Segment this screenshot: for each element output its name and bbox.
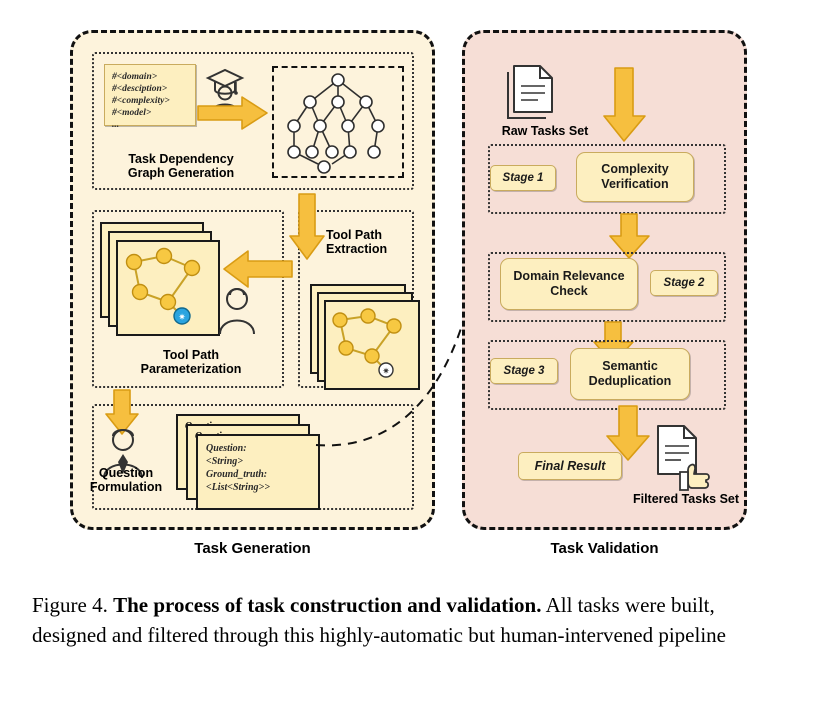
raw-tasks-document-icon bbox=[500, 62, 562, 124]
code-line-ellipsis: ... bbox=[112, 120, 120, 130]
arrow-right-generate-graph bbox=[196, 95, 270, 131]
human-reviewer-icon bbox=[214, 282, 260, 336]
question-card-line-string: <String> bbox=[206, 456, 243, 467]
stage-box-complexity-verification: Complexity Verification bbox=[576, 152, 694, 202]
stage-tag-3: Stage 3 bbox=[490, 358, 558, 384]
final-result-tag: Final Result bbox=[518, 452, 622, 480]
caption-figure-number: Figure 4. bbox=[32, 593, 108, 617]
question-card-line-list: <List<String>> bbox=[206, 482, 270, 493]
label-tool-path-extraction: Tool Path Extraction bbox=[326, 228, 388, 256]
label-task-dependency-graph-generation: Task Dependency Graph Generation bbox=[127, 152, 235, 180]
panel-title-task-validation: Task Validation bbox=[550, 540, 659, 557]
stage-tag-2: Stage 2 bbox=[650, 270, 718, 296]
stage-box-semantic-deduplication: Semantic Deduplication bbox=[570, 348, 690, 400]
panel-title-task-generation: Task Generation bbox=[194, 540, 311, 557]
code-line-description: #<desciption> bbox=[112, 84, 168, 94]
caption-figure-body: All tasks were built, designed and filtered through this highly-automatic but human-intervened pipeline bbox=[32, 593, 726, 647]
filtered-tasks-icon bbox=[648, 422, 720, 492]
svg-text:✷: ✷ bbox=[178, 312, 186, 322]
code-line-complexity: #<complexity> bbox=[112, 96, 170, 106]
arrow-down-to-stage-1 bbox=[602, 66, 648, 144]
caption-figure-title: The process of task construction and validation. bbox=[113, 593, 542, 617]
svg-text:✷: ✷ bbox=[382, 366, 390, 376]
code-line-model: #<model> bbox=[112, 108, 152, 118]
figure-caption bbox=[32, 590, 794, 650]
code-line-domain: #<domain> bbox=[112, 72, 158, 82]
code-card-task-spec bbox=[104, 64, 196, 130]
question-card-line-ground-truth: Ground_truth: bbox=[206, 469, 268, 480]
tool-path-graph-parameterized bbox=[116, 240, 216, 332]
label-tool-path-parameterization: Tool Path Parameterization bbox=[140, 348, 242, 376]
label-filtered-tasks-set: Filtered Tasks Set bbox=[632, 492, 740, 506]
question-card-line-question: Question: bbox=[206, 443, 247, 454]
label-question-formulation: Question Formulation bbox=[89, 466, 163, 494]
stage-tag-1: Stage 1 bbox=[490, 165, 556, 191]
stage-box-domain-relevance-check: Domain Relevance Check bbox=[500, 258, 638, 310]
label-raw-tasks-set: Raw Tasks Set bbox=[501, 124, 589, 138]
